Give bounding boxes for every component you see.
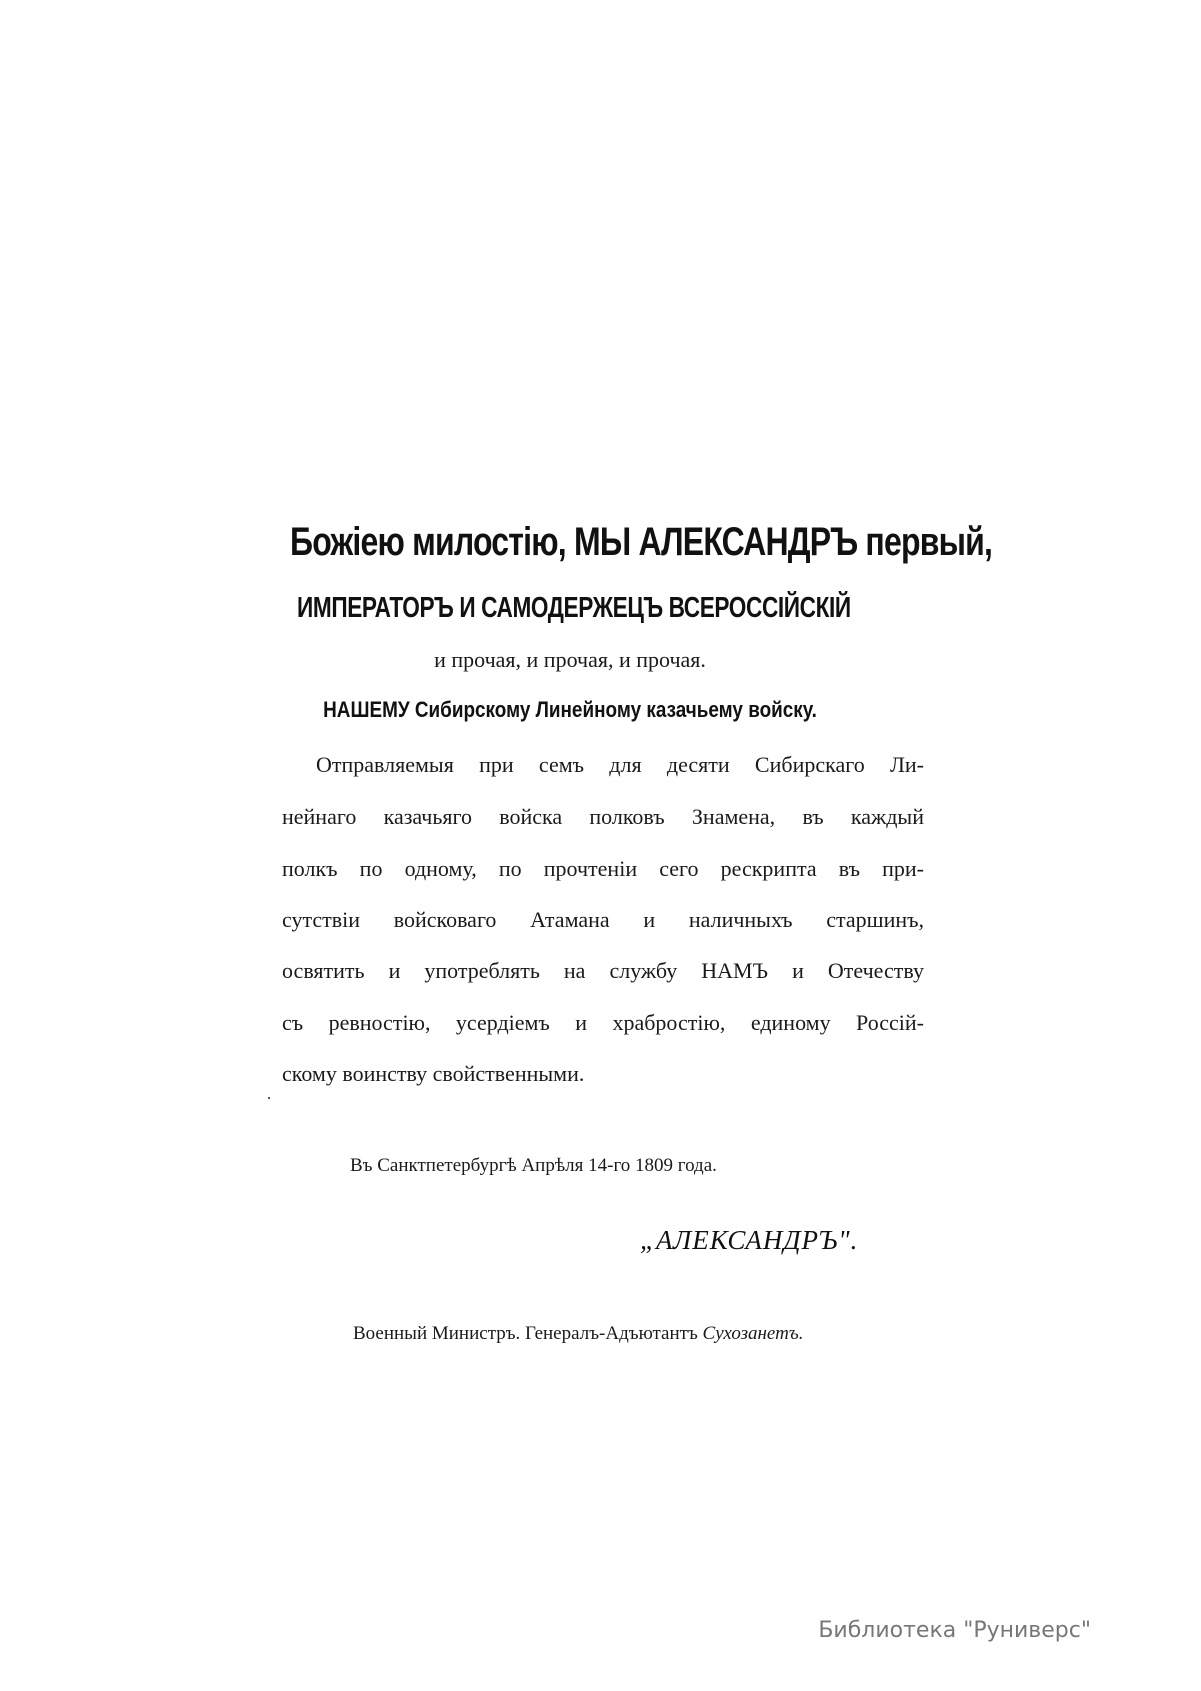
title-line-2: ИМПЕРАТОРЪ И САМОДЕРЖЕЦЪ ВСЕРОССІЙСКІЙ [297,592,851,624]
library-watermark: Библиотека "Руниверс" [818,1618,1091,1643]
place-date-line: Въ Санктпетербургѣ Апрѣля 14-го 1809 года. [350,1155,717,1176]
addressee-line: НАШЕМУ Сибирскому Линейному казачьему войску. [323,697,817,722]
body-line: сутствіи войсковаго Атамана и наличныхъ старшинъ, [282,907,924,932]
body-line: освятить и употреблять на службу НАМЪ и Отечеству [282,958,924,983]
body-line: Отправляемыя при семъ для десяти Сибирскаго Ли- [316,752,924,777]
title-line-1: Божіею милостію, МЫ АЛЕКСАНДРЪ первый, [290,520,993,564]
title-line-3: и прочая, и прочая, и прочая. [434,647,706,672]
body-line: полкъ по одному, по прочтеніи сего рескрипта въ при- [282,856,924,881]
countersign-title: Военный Министръ. Генералъ-Адъютантъ [353,1323,698,1344]
countersign-line [353,1323,913,1345]
imperial-signature: „АЛЕКСАНДРЪ". [640,1225,859,1255]
countersign-name: Сухозанетъ. [702,1323,804,1344]
stray-mark [268,1097,270,1099]
body-line: съ ревностію, усердіемъ и храбростію, единому Россій- [282,1010,924,1035]
body-line: скому воинству свойственными. [282,1061,585,1086]
body-line: нейнаго казачьяго войска полковъ Знамена, въ каждый [282,804,924,829]
